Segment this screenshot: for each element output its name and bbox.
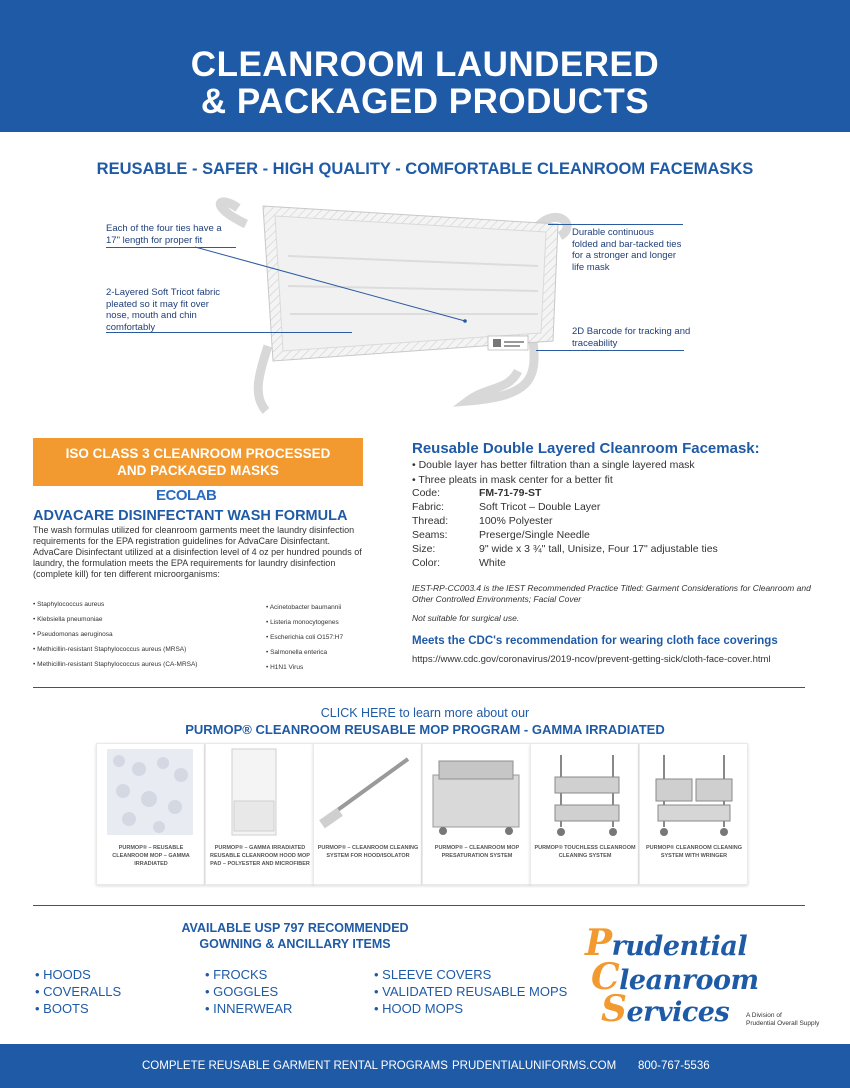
spec-row — [412, 528, 718, 542]
brand-cap: P — [585, 922, 612, 964]
hood-mop-pad-image — [210, 747, 309, 839]
facemask-subtitle: REUSABLE - SAFER - HIGH QUALITY - COMFORTABLE CLEANROOM FACEMASKS — [96, 160, 754, 178]
tile-caption: PURMOP® – CLEANROOM MOP PRESATURATION SYSTEM — [434, 845, 520, 859]
gowning-item: • INNERWEAR — [205, 1001, 293, 1016]
section-divider — [33, 905, 805, 906]
microorganism-item: • Salmonella enterica — [266, 649, 328, 656]
product-bullets — [412, 458, 695, 487]
iso-class-banner — [33, 438, 363, 486]
gowning-item: • BOOTS — [35, 1001, 89, 1016]
spec-key: Size: — [412, 543, 436, 555]
header-banner — [0, 0, 850, 132]
brand-rest: rudential — [611, 931, 748, 962]
purmop-tile-hood-system[interactable] — [313, 743, 422, 885]
wringer-system-image — [644, 747, 743, 839]
spec-row — [412, 500, 718, 514]
tile-caption: PURMOP® – GAMMA IRRADIATED REUSABLE CLEANROOM HOOD MOP PAD – POLYESTER AND MICROFIBER — [210, 845, 310, 867]
brand-cap: C — [591, 956, 620, 998]
microorganism-item: • Methicillin-resistant Staphylococcus aureus (CA-MRSA) — [33, 661, 198, 668]
purmop-tile-presaturation[interactable] — [422, 743, 531, 885]
click-here-rest: to learn more about our — [395, 706, 530, 720]
surgical-disclaimer: Not suitable for surgical use. — [412, 613, 520, 623]
spec-table — [412, 486, 718, 570]
spec-value-code: FM-71-79-ST — [479, 487, 542, 499]
callout-tricot-line — [106, 332, 352, 333]
tile-caption: PURMOP® – REUSABLE CLEANROOM MOP – GAMMA IRRADIATED — [112, 845, 190, 867]
brand-rest: ervices — [626, 997, 730, 1028]
advacare-title: ADVACARE DISINFECTANT WASH FORMULA — [33, 508, 348, 524]
microorganism-item: • Methicillin-resistant Staphylococcus aureus (MRSA) — [33, 646, 187, 653]
cdc-heading: Meets the CDC's recommendation for wearing cloth face coverings — [412, 635, 778, 647]
brand-line-3 — [601, 988, 730, 1030]
microorganism-item: • H1N1 Virus — [266, 664, 304, 671]
iso-banner-line2: AND PACKAGED MASKS — [117, 463, 279, 478]
division-line2: Prudential Overall Supply — [746, 1020, 820, 1027]
cdc-link[interactable]: https://www.cdc.gov/coronavirus/2019-ncov/prevent-getting-sick/cloth-face-cover.html — [412, 654, 771, 665]
gowning-item: • COVERALLS — [35, 984, 122, 999]
footer-website-link[interactable]: PRUDENTIALUNIFORMS.COM — [452, 1060, 617, 1072]
microorganism-item: • Pseudomonas aeruginosa — [33, 631, 113, 638]
footer-phone: 800-767-5536 — [638, 1060, 710, 1072]
page-title — [0, 46, 850, 120]
usp-797-title — [160, 920, 430, 952]
brand-cap: S — [601, 988, 627, 1030]
gowning-item: • HOOD MOPS — [374, 1001, 464, 1016]
callout-ties: Each of the four ties have a 17" length for proper fit — [106, 223, 222, 246]
spec-value: 9" wide x 3 ¾" tall, Unisize, Four 17" adjustable ties — [479, 543, 718, 555]
purmop-tile-wringer[interactable] — [639, 743, 748, 885]
purmop-tile-touchless[interactable] — [530, 743, 639, 885]
spec-value: White — [479, 557, 506, 569]
purmop-tile-mop[interactable] — [96, 743, 205, 885]
footer-bar — [0, 1044, 850, 1088]
spec-key: Seams: — [412, 529, 448, 541]
spec-row — [412, 514, 718, 528]
presaturation-system-image — [427, 747, 526, 839]
callout-tricot: 2-Layered Soft Tricot fabric pleated so it may fit over nose, mouth and chin comfortably — [106, 287, 221, 333]
tile-caption: PURMOP® TOUCHLESS CLEANROOM CLEANING SYSTEM — [534, 845, 636, 859]
ecolab-logo: ECOLAB — [156, 487, 217, 504]
division-line1: A Division of — [746, 1012, 782, 1019]
microorganism-list-left — [33, 597, 197, 672]
gowning-item: • SLEEVE COVERS — [374, 967, 492, 982]
spec-value: Soft Tricot – Double Layer — [479, 501, 601, 513]
items-column-3 — [374, 966, 567, 1017]
spec-row — [412, 486, 718, 500]
gowning-item: • HOODS — [35, 967, 91, 982]
advacare-description: The wash formulas utilized for cleanroom garments meet the laundry disinfection requirements for the EPA registration guidelines for AdvaCare Disinfectant. AdvaCare Disinfectant utilized at a disinfection level of 4 oz per hundred pounds of laundry, the formulation meets the EPA requirements for laundry disinfection (complete kill) for ten different microorganisms: — [33, 525, 362, 579]
callout-durable-line — [548, 224, 683, 225]
purmop-tile-hood-mop-pad[interactable] — [205, 743, 314, 885]
product-title: Reusable Double Layered Cleanroom Facemask: — [412, 440, 760, 457]
click-here-link[interactable]: CLICK HERE — [320, 706, 396, 720]
footer-programs: COMPLETE REUSABLE GARMENT RENTAL PROGRAMS — [142, 1060, 448, 1072]
purmop-title: PURMOP® CLEANROOM REUSABLE MOP PROGRAM - GAMMA IRRADIATED — [185, 722, 665, 737]
microorganism-item: • Listeria monocytogenes — [266, 619, 339, 626]
cleaning-wand-image — [318, 747, 417, 839]
callout-durable: Durable continuous folded and bar-tacked ties for a stronger and longer life mask — [572, 227, 682, 273]
callout-barcode: 2D Barcode for tracking and traceability — [572, 326, 691, 349]
page-title-line1: CLEANROOM LAUNDERED — [190, 45, 660, 84]
spec-key: Thread: — [412, 515, 449, 527]
microorganism-list-right — [266, 600, 343, 675]
touchless-system-image — [535, 747, 634, 839]
microorganism-item: • Acinetobacter baumannii — [266, 604, 342, 611]
iso-banner-line1: ISO CLASS 3 CLEANROOM PROCESSED — [65, 446, 331, 461]
spec-key: Code: — [412, 487, 441, 499]
usp-title-line2: GOWNING & ANCILLARY ITEMS — [199, 937, 391, 951]
spec-row — [412, 542, 718, 556]
microorganism-item: • Klebsiella pneumoniae — [33, 616, 103, 623]
items-column-1 — [35, 966, 121, 1017]
purmop-click-here-line — [0, 706, 850, 720]
gowning-item: • FROCKS — [205, 967, 268, 982]
product-bullet: • Double layer has better filtration than a single layered mask — [412, 459, 695, 471]
spec-value: Preserge/Single Needle — [479, 529, 590, 541]
microorganism-item: • Staphylococcus aureus — [33, 601, 105, 608]
brand-rest: leanroom — [619, 965, 759, 996]
tile-caption: PURMOP® CLEANROOM CLEANING SYSTEM WITH WRINGER — [645, 845, 743, 859]
tile-caption: PURMOP® – CLEANROOM CLEANING SYSTEM FOR HOOD/ISOLATOR — [317, 845, 419, 859]
page-title-line2: & PACKAGED PRODUCTS — [200, 82, 650, 121]
iest-note: IEST-RP-CC003.4 is the IEST Recommended Practice Titled: Garment Considerations for Cleanroom and Other Controlled Environments; Facial Cover — [412, 583, 811, 604]
callout-barcode-line — [536, 350, 684, 351]
mop-pad-image — [101, 747, 200, 839]
section-divider — [33, 687, 805, 688]
division-note — [746, 1012, 819, 1028]
callout-ties-pointer — [195, 245, 475, 325]
items-column-2 — [205, 966, 292, 1017]
product-bullet: • Three pleats in mask center for a better fit — [412, 473, 613, 486]
microorganism-item: • Escherichia coli O157:H7 — [266, 634, 344, 641]
spec-key: Color: — [412, 557, 441, 569]
spec-value: 100% Polyester — [479, 515, 553, 527]
spec-key: Fabric: — [412, 501, 445, 513]
spec-row — [412, 556, 718, 570]
usp-title-line1: AVAILABLE USP 797 RECOMMENDED — [181, 921, 409, 935]
gowning-item: • VALIDATED REUSABLE MOPS — [374, 984, 568, 999]
gowning-item: • GOGGLES — [205, 984, 279, 999]
